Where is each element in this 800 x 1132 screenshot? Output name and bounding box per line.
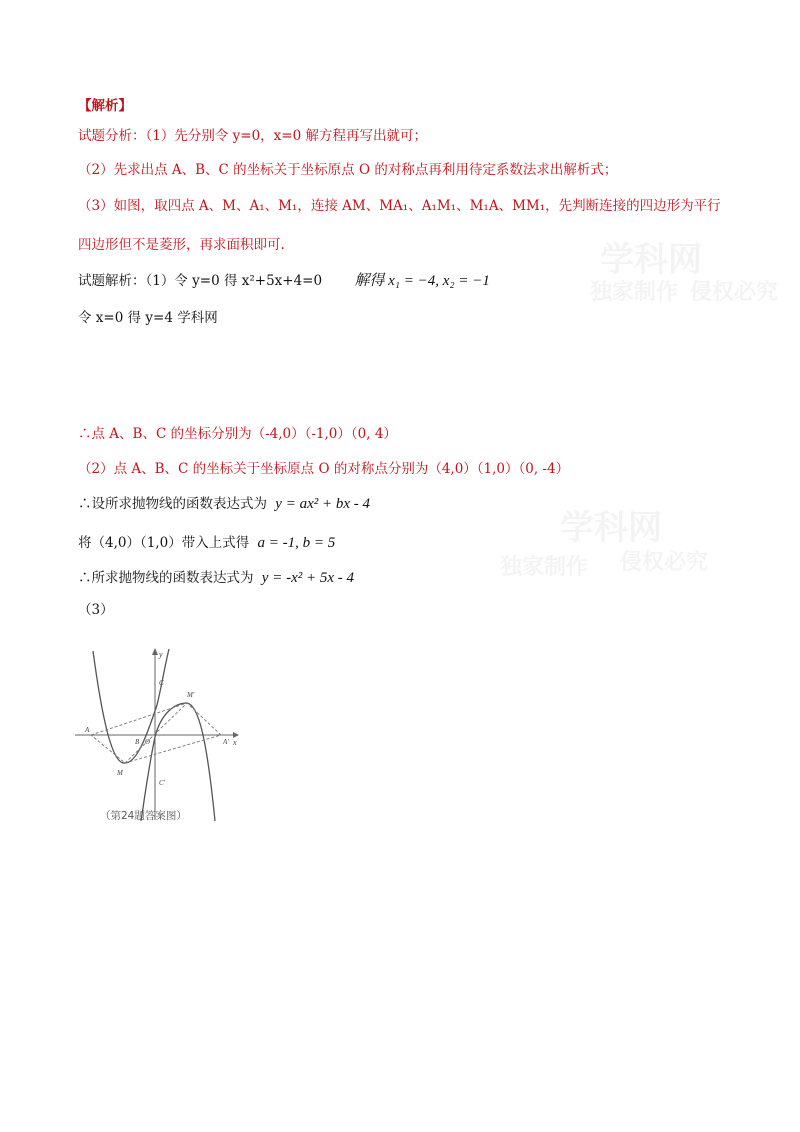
figure-label-a: A bbox=[85, 726, 90, 734]
figure-label-b: B bbox=[135, 738, 140, 746]
analysis-line-3: （3）如图，取四点 A、M、A₁、M₁，连接 AM、MA₁、A₁M₁、M₁A、MM₁，先判断连接的四边形为平行 bbox=[78, 198, 721, 214]
y-axis-arrow bbox=[152, 648, 158, 655]
solution-line-6 bbox=[78, 533, 335, 553]
solution-line-3: ∴点 A、B、C 的坐标分别为（-4,0）（-1,0）（0, 4） bbox=[78, 426, 397, 442]
figure-label-y: y bbox=[159, 650, 163, 659]
solution-line-8: （3） bbox=[78, 602, 114, 618]
solution-line-7-formula: y = -x² + 5x - 4 bbox=[261, 570, 355, 586]
analysis-line-2: （2）先求出点 A、B、C 的坐标关于坐标原点 O 的对称点再利用待定系数法求出解析式； bbox=[78, 162, 618, 178]
solution-line-1-text: 试题解析：（1）令 y=0 得 x²+5x+4=0 bbox=[78, 273, 323, 289]
solution-line-1-result: 解得 x₁ = −4, x₂ = −1 bbox=[354, 273, 490, 289]
section-header: 【解析】 bbox=[78, 98, 132, 114]
figure-label-m: M bbox=[117, 769, 123, 777]
figure-label-c: C bbox=[159, 679, 164, 687]
watermark: 侵权必究 bbox=[620, 550, 709, 575]
solution-line-6-text: 将（4,0）（1,0）带入上式得 bbox=[78, 535, 250, 551]
watermark: 学科网 bbox=[600, 240, 702, 280]
solution-line-7-text: ∴所求抛物线的函数表达式为 bbox=[78, 570, 254, 586]
solution-line-4: （2）点 A、B、C 的坐标关于坐标原点 O 的对称点分别为（4,0）（1,0）（0, -4） bbox=[78, 461, 570, 477]
solution-line-6-formula: a = -1, b = 5 bbox=[257, 535, 336, 551]
watermark: 独家制作 bbox=[590, 280, 679, 305]
solution-line-7 bbox=[78, 568, 354, 588]
solution-line-1 bbox=[78, 271, 490, 291]
parabola-figure bbox=[75, 645, 250, 825]
figure-caption: （第24题答案图） bbox=[100, 810, 187, 822]
solution-line-5 bbox=[78, 494, 370, 514]
figure-label-x: x bbox=[233, 738, 237, 747]
watermark: 独家制作 bbox=[500, 555, 589, 580]
watermark: 学科网 bbox=[560, 508, 662, 548]
solution-line-5-formula: y = ax² + bx - 4 bbox=[275, 496, 371, 512]
figure-label-origin: O bbox=[145, 738, 151, 746]
figure-label-a1: A' bbox=[223, 738, 229, 746]
analysis-line-1: 试题分析：（1）先分别令 y=0，x=0 解方程再写出就可； bbox=[78, 128, 427, 144]
figure-label-m1: M' bbox=[187, 691, 195, 699]
figure-label-c1: C' bbox=[159, 779, 166, 787]
solution-line-2: 令 x=0 得 y=4 学科网 bbox=[78, 310, 218, 326]
analysis-line-4: 四边形但不是菱形，再求面积即可. bbox=[78, 237, 285, 253]
watermark: 侵权必究 bbox=[690, 280, 779, 305]
parabola-up bbox=[93, 649, 169, 763]
solution-line-5-text: ∴设所求抛物线的函数表达式为 bbox=[78, 496, 267, 512]
